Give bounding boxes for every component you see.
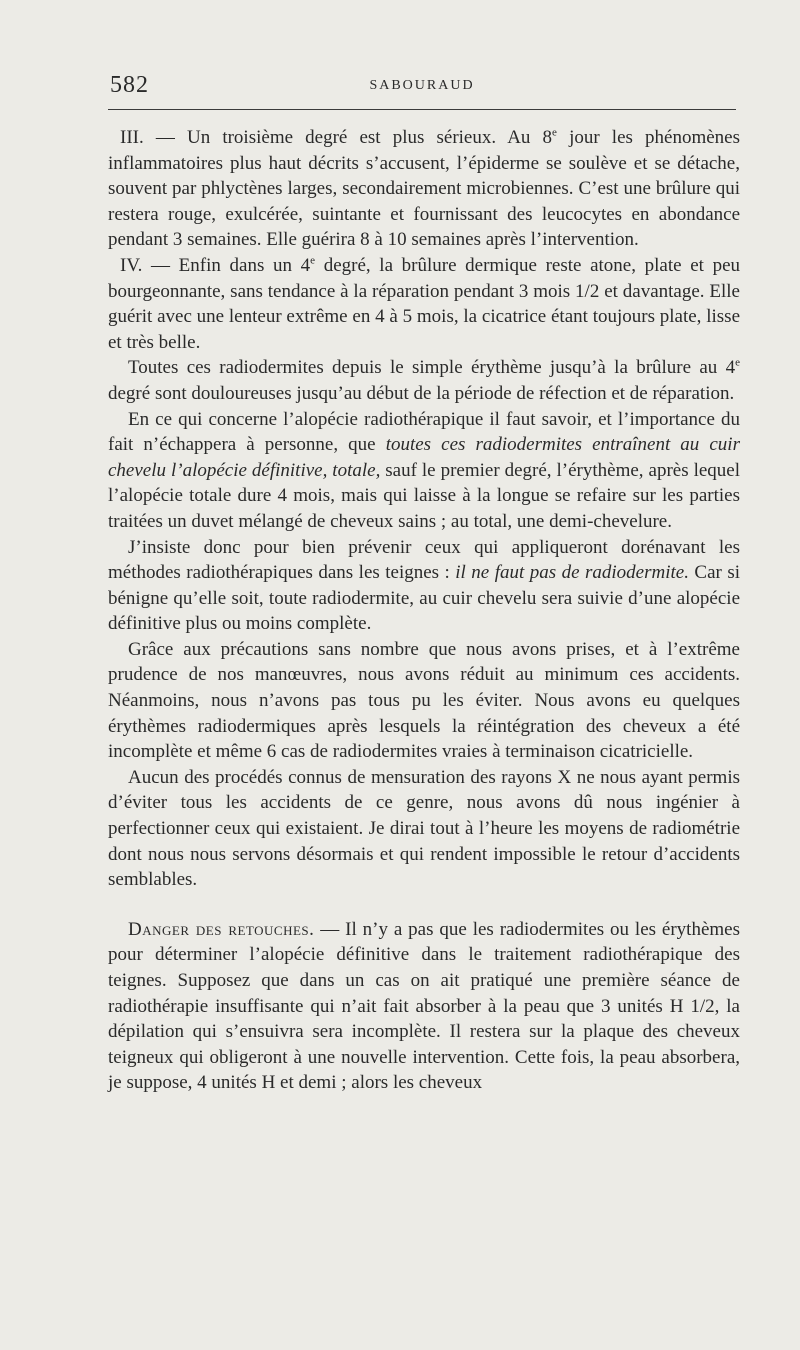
section-heading: Danger des retouches. <box>128 918 315 940</box>
paragraph-radiodermites-pain <box>108 355 740 406</box>
paragraph-alopecia <box>108 407 740 535</box>
emphasis-text: toutes ces radiodermites entraînent au cuir chevelu l’alopécie définitive, totale, <box>108 434 740 481</box>
page-number: 582 <box>110 72 149 98</box>
paragraph-text: III. — Un troisième degré est plus sérieux. Au 8 <box>120 127 553 148</box>
header-rule <box>108 109 736 110</box>
paragraph-text: Toutes ces radiodermites depuis le simple érythème jusqu’à la brûlure au 4 <box>128 357 736 379</box>
paragraph-text: degré sont douloureuses jusqu’au début de la période de réfection et de réparation. <box>108 382 735 404</box>
paragraph-danger-retouches <box>108 917 740 1096</box>
body-text <box>108 125 740 1096</box>
paragraph-text: jour les phénomènes inflammatoires plus haut décrits s’accusent, l’épiderme se soulève et se détache, souvent par phlyctènes larges, secondairement microbiennes. C’est une brûlure qui restera rouge, exulcérée, suintante et fournissant des leucocytes en abondance pendant 3 semaines. Elle guérira 8 à 10 semaines après l’intervention. <box>108 127 740 251</box>
superscript: e <box>552 126 557 139</box>
paragraph-text: IV. — Enfin dans un 4 <box>120 254 311 276</box>
superscript: e <box>310 254 316 267</box>
section-gap <box>108 893 740 917</box>
paragraph-text: Aucun des procédés connus de mensuration des rayons X ne nous ayant permis d’éviter tous les accidents de ce genre, nous avons dû nous ingénier à perfectionner ceux qui existaient. Je dirai tout à l’heure les moyens de radiométrie dont nous nous servons désormais et qui rendent impossible le retour d’accidents semblables. <box>108 766 740 891</box>
paragraph-measurement <box>108 765 740 893</box>
paragraph-text: sauf le premier degré, l’érythème, après lequel l’alopécie totale dure 4 mois, mais qui laisse à la longue se refaire sur les parties traitées un duvet mélangé de cheveux sains ; au total, une demi-chevelure. <box>108 459 740 532</box>
superscript: e <box>735 357 740 370</box>
paragraph-degree-four <box>108 253 740 355</box>
emphasis-text: il ne faut pas de radiodermite. <box>455 562 689 584</box>
running-head: SABOURAUD <box>369 78 475 93</box>
paragraph-text: degré, la brûlure dermique reste atone, plate et peu bourgeonnante, sans tendance à la réparation pendant 3 mois 1/2 et davantage. Elle guérit avec une lenteur extrême en 4 à 5 mois, la cicatrice étant toujours plate, lisse et très belle. <box>108 254 741 353</box>
page-header <box>108 70 736 110</box>
paragraph-warning <box>108 535 740 637</box>
paragraph-precautions <box>108 637 740 765</box>
paragraph-degree-three <box>108 125 740 253</box>
paragraph-text: Car si bénigne qu’elle soit, toute radiodermite, au cuir chevelu sera suivie d’une alopécie définitive plus ou moins complète. <box>108 562 741 635</box>
paragraph-text: Grâce aux précautions sans nombre que nous avons prises, et à l’extrême prudence de nos manœuvres, nous avons réduit au minimum ces accidents. Néanmoins, nous n’avons pas tous pu les éviter. Nous avons eu quelques érythèmes radiodermiques après lesquels la réintégration des cheveux a été incomplète et même 6 cas de radiodermites vraies à terminaison cicatricielle. <box>108 638 740 763</box>
paragraph-text: — Il n’y a pas que les radiodermites ou les érythèmes pour déterminer l’alopécie définitive dans le traitement radiothérapique des teignes. Supposez que dans un cas on ait pratiqué une première séance de radiothérapie insuffisante qui n’ait fait absorber à la peau que 3 unités H 1/2, la dépilation qui s’ensuivra sera incomplète. Il restera sur la plaque des cheveux teigneux qui obligeront à une nouvelle intervention. Cette fois, la peau absorbera, je suppose, 4 unités H et demi ; alors les cheveux <box>108 918 740 1094</box>
paragraph-text: J’insiste donc pour bien prévenir ceux qui appliqueront dorénavant les méthodes radiothérapiques dans les teignes : <box>108 536 740 584</box>
paragraph-text: En ce qui concerne l’alopécie radiothérapique il faut savoir, et l’importance du fait n’échappera à personne, que <box>108 408 740 456</box>
